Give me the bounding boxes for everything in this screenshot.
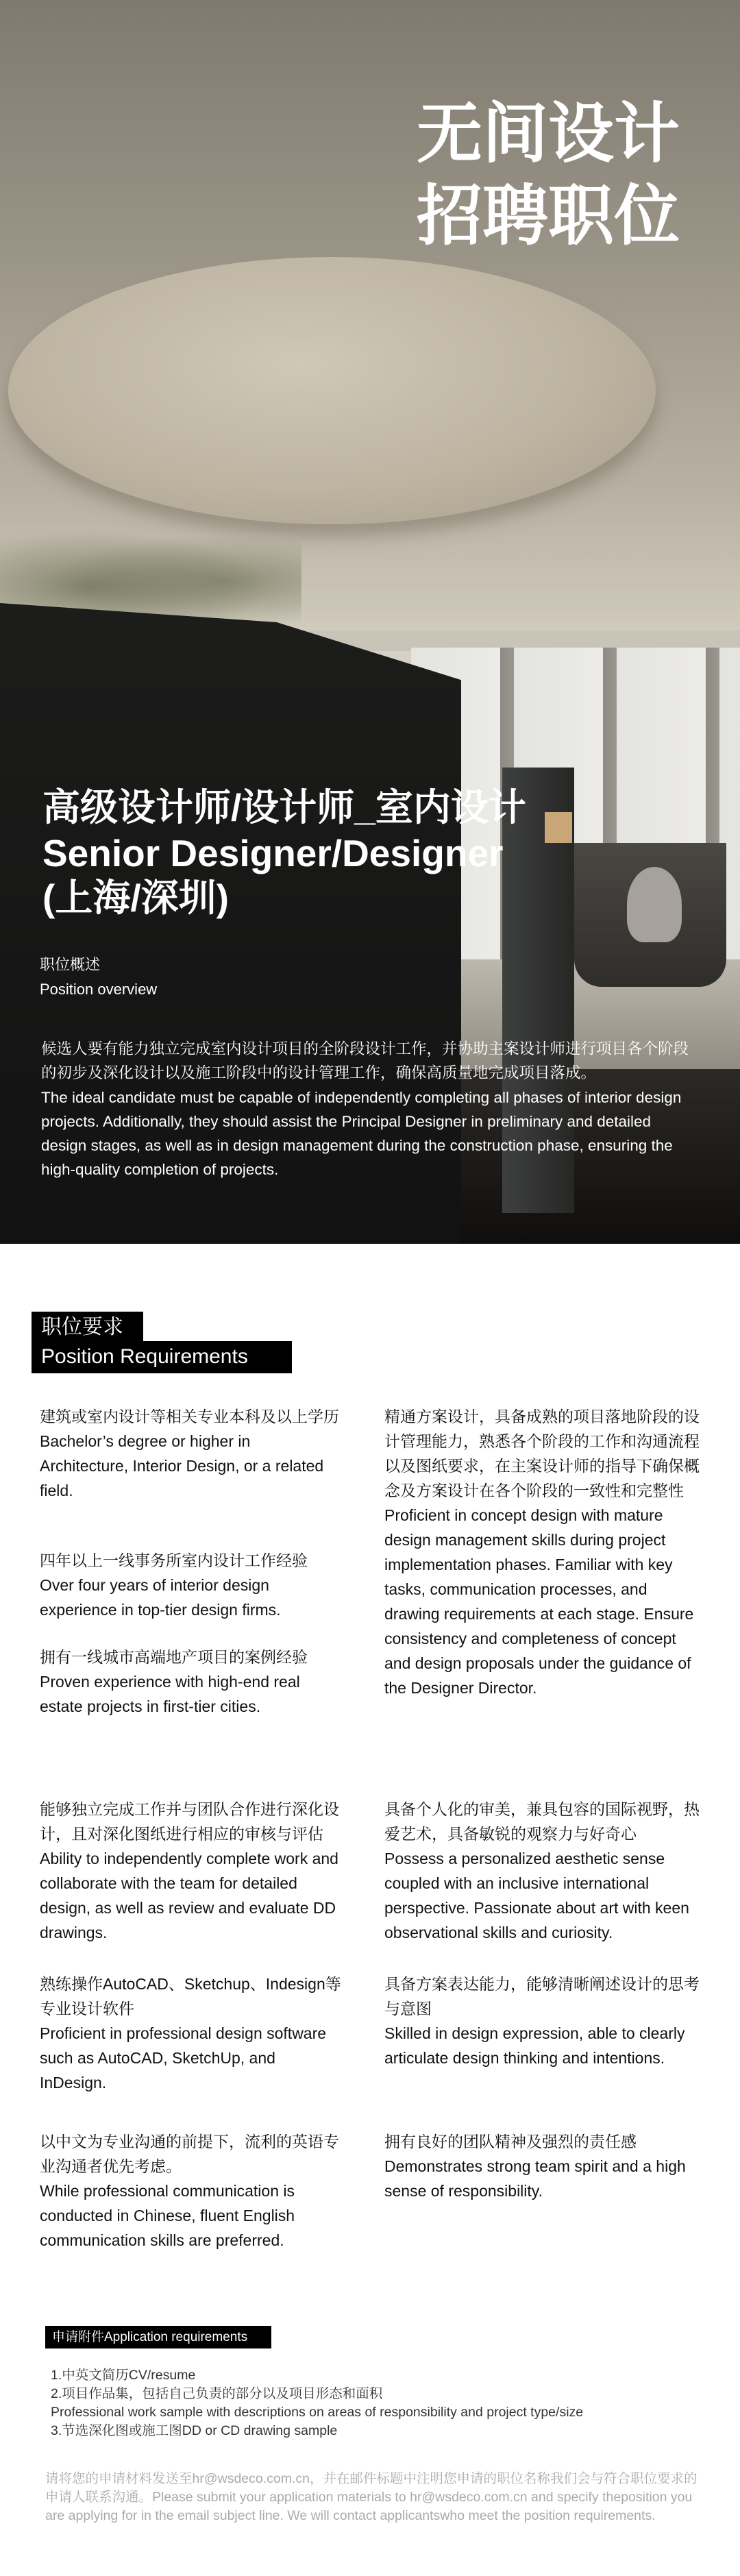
requirement-cn: 四年以上一线事务所室内设计工作经验 <box>40 1551 308 1569</box>
job-title-cn: 高级设计师/设计师_室内设计 <box>42 786 526 829</box>
requirement-item <box>40 2129 341 2253</box>
ceiling-disc-image <box>8 257 656 524</box>
requirement-en: Bachelor’s degree or higher in Architecture, Interior Design, or a related field. <box>40 1432 324 1499</box>
job-title-en: Senior Designer/Designer <box>42 832 504 874</box>
requirement-cn: 建筑或室内设计等相关专业本科及以上学历 <box>40 1408 339 1425</box>
application-item: Professional work sample with descriptions on areas of responsibility and project type/size <box>51 2405 584 2420</box>
requirement-cn: 具备个人化的审美，兼具包容的国际视野，热爱艺术，具备敏锐的观察力与好奇心 <box>384 1800 700 1843</box>
requirement-item <box>40 1645 341 1719</box>
overview-text <box>41 1037 699 1182</box>
requirement-en: Possess a personalized aesthetic sense coupled with an inclusive international perspective. Passionate about art with keen observational skills and curiosity. <box>384 1850 689 1941</box>
requirement-item <box>384 1797 703 1945</box>
requirement-item <box>40 1404 341 1503</box>
requirement-cn: 能够独立完成工作并与团队合作进行深化设计，且对深化图纸进行相应的审核与评估 <box>40 1800 339 1843</box>
job-location: (上海/深圳) <box>42 876 229 919</box>
requirement-en: Ability to independently complete work and collaborate with the team for detailed design, as well as review and evaluate DD drawings. <box>40 1850 338 1941</box>
application-list <box>51 2366 583 2440</box>
brand-title: 无间设计 <box>417 97 680 171</box>
hero-banner <box>0 0 740 1244</box>
requirement-item <box>40 1548 341 1622</box>
requirement-item <box>384 1972 703 2070</box>
application-footer-note: 请将您的申请材料发送至hr@wsdeco.com.cn，并在邮件标题中注明您申请的职位名称我们会与符合职位要求的申请人联系沟通。Please submit your application materials to hr@wsdeco.com.cn and specify theposition you are applying for in the email subject line. We will contact applicantswho meet the position requirements. <box>45 2471 698 2523</box>
requirement-en: Demonstrates strong team spirit and a high sense of responsibility. <box>384 2157 686 2200</box>
overview-cn: 候选人要有能力独立完成室内设计项目的全阶段设计工作，并协助主案设计师进行项目各个阶段的初步及深化设计以及施工阶段中的设计管理工作，确保高质量地完成项目落成。 <box>41 1040 689 1082</box>
requirement-en: While professional communication is conducted in Chinese, fluent English communication skills are preferred. <box>40 2182 295 2249</box>
requirement-item <box>384 1404 703 1700</box>
application-item: 3.节选深化图或施工图DD or CD drawing sample <box>51 2423 338 2438</box>
recruit-title: 招聘职位 <box>417 180 680 253</box>
requirements-heading <box>32 1312 292 1373</box>
requirement-cn: 熟练操作AutoCAD、Sketchup、Indesign等专业设计软件 <box>40 1975 341 2017</box>
lamp-image <box>545 812 572 843</box>
requirement-en: Skilled in design expression, able to clearly articulate design thinking and intentions. <box>384 2024 685 2067</box>
requirements-title-en: Position Requirements <box>32 1341 292 1373</box>
requirement-cn: 拥有一线城市高端地产项目的案例经验 <box>40 1648 308 1666</box>
requirement-en: Proficient in concept design with mature design management skills during project implementation phases. Familiar with key tasks, communication processes, and drawing requirements at each stage. Ensure consistency and completeness of concept and design proposals under the guidance of the Designer Director. <box>384 1506 694 1697</box>
requirement-en: Proven experience with high-end real estate projects in first-tier cities. <box>40 1673 300 1715</box>
application-title: 申请附件Application requirements <box>45 2326 271 2348</box>
overview-en: The ideal candidate must be capable of independently completing all phases of interior design projects. Additionally, they should assist the Principal Designer in preliminary and detailed design stages, as well as in design management during the construction phase, ensuring the high-quality completion of projects. <box>41 1088 682 1179</box>
requirement-item <box>384 2129 703 2203</box>
requirement-cn: 具备方案表达能力，能够清晰阐述设计的思考与意图 <box>384 1975 700 2017</box>
requirement-cn: 拥有良好的团队精神及强烈的责任感 <box>384 2133 637 2150</box>
overview-label-en: Position overview <box>40 981 158 998</box>
requirement-cn: 以中文为专业沟通的前提下，流利的英语专业沟通者优先考虑。 <box>40 2133 339 2175</box>
requirements-title-cn: 职位要求 <box>32 1312 143 1341</box>
chair-image <box>627 867 682 942</box>
application-item: 2.项目作品集，包括自己负责的部分以及项目形态和面积 <box>51 2386 383 2401</box>
application-item: 1.中英文简历CV/resume <box>51 2368 196 2383</box>
requirement-item <box>40 1972 341 2095</box>
requirement-en: Over four years of interior design experience in top-tier design firms. <box>40 1576 281 1619</box>
requirement-cn: 精通方案设计，具备成熟的项目落地阶段的设计管理能力，熟悉各个阶段的工作和沟通流程以及图纸要求，在主案设计师的指导下确保概念及方案设计在各个阶段的一致性和完整性 <box>384 1408 700 1499</box>
overview-label-cn: 职位概述 <box>40 956 101 973</box>
requirement-en: Proficient in professional design software such as AutoCAD, SketchUp, and InDesign. <box>40 2024 327 2092</box>
requirement-item <box>40 1797 341 1945</box>
